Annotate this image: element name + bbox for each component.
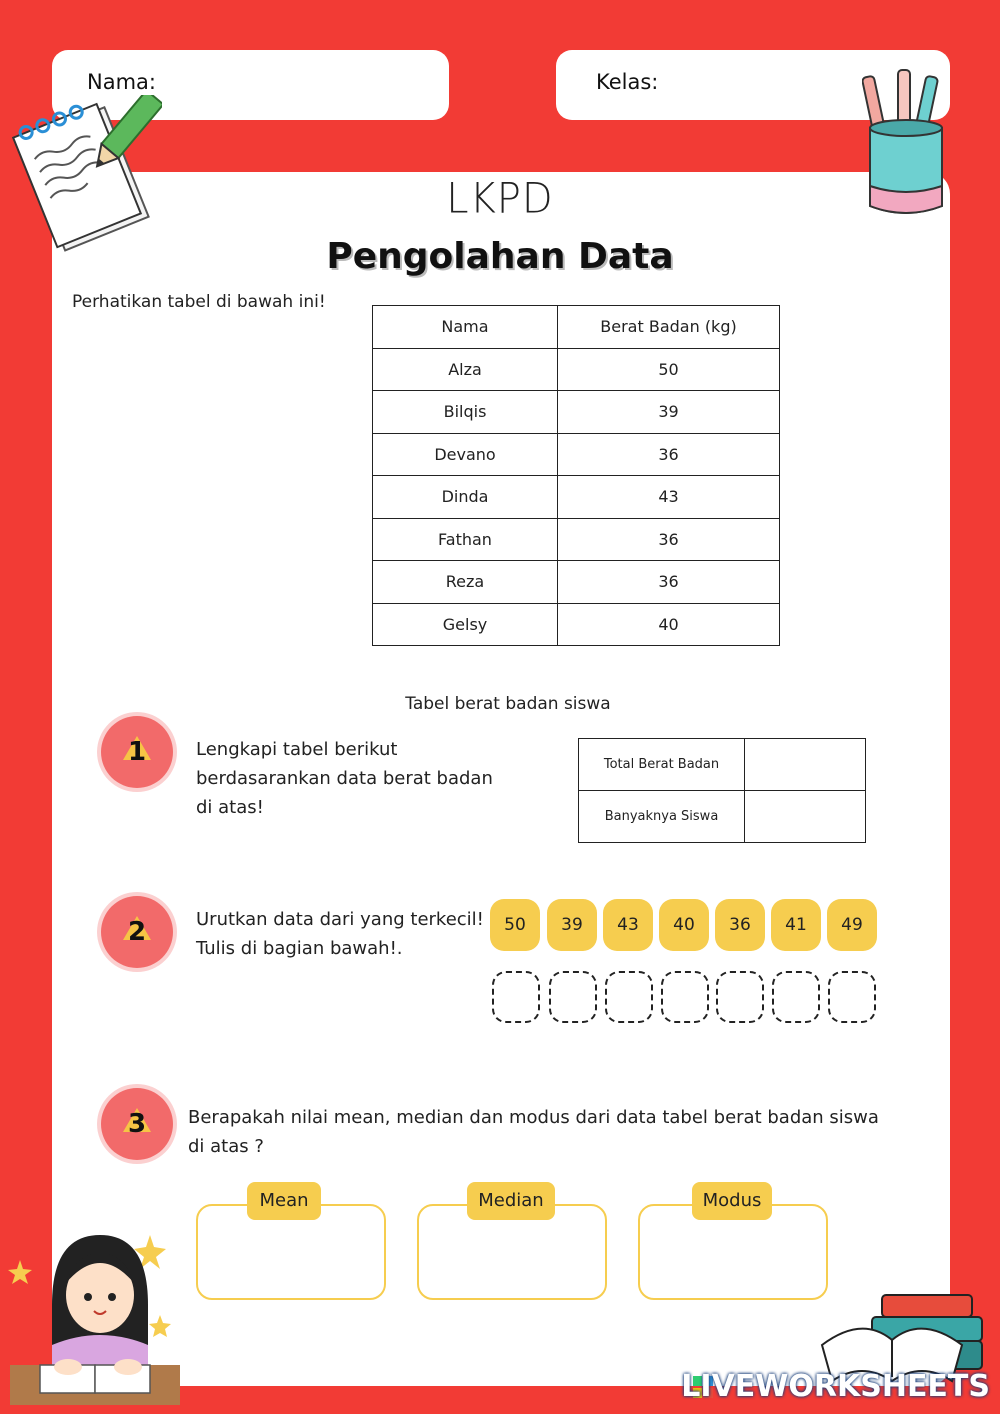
q3-line: di atas ? — [188, 1136, 264, 1157]
value-chip[interactable]: 50 — [490, 899, 540, 951]
student-illustration-icon — [0, 1215, 190, 1405]
value-chip[interactable]: 41 — [771, 899, 821, 951]
value-chip[interactable]: 40 — [659, 899, 709, 951]
table-row — [373, 348, 780, 391]
cell-weight: 36 — [558, 561, 780, 604]
cell-weight: 36 — [558, 518, 780, 561]
q2-line: Urutkan data dari yang terkecil! — [196, 909, 484, 930]
cell-name: Dinda — [373, 476, 558, 519]
total-weight-input[interactable] — [745, 739, 866, 791]
drop-slot[interactable] — [605, 971, 653, 1023]
table-row — [373, 391, 780, 434]
value-chip[interactable]: 36 — [715, 899, 765, 951]
table-row — [579, 739, 866, 791]
value-chip[interactable]: 49 — [827, 899, 877, 951]
cell-weight: 40 — [558, 603, 780, 646]
drop-slot[interactable] — [549, 971, 597, 1023]
cell-weight: 36 — [558, 433, 780, 476]
name-label: Nama: — [87, 70, 156, 94]
page-title: Pengolahan Data — [326, 236, 674, 277]
mean-label: Mean — [247, 1182, 321, 1220]
total-weight-label: Total Berat Badan — [579, 739, 745, 791]
question-2-badge — [101, 896, 173, 968]
question-3-text — [188, 1103, 879, 1161]
q2-line: Tulis di bagian bawah!. — [196, 938, 403, 959]
cell-name: Bilqis — [373, 391, 558, 434]
q1-line: di atas! — [196, 797, 264, 818]
table-row — [373, 476, 780, 519]
cell-name: Alza — [373, 348, 558, 391]
cell-weight: 39 — [558, 391, 780, 434]
table-row — [373, 603, 780, 646]
drop-slot[interactable] — [492, 971, 540, 1023]
header-name: Nama — [373, 306, 558, 349]
modus-label: Modus — [692, 1182, 772, 1220]
cell-name: Reza — [373, 561, 558, 604]
cell-name: Gelsy — [373, 603, 558, 646]
question-2-text — [196, 905, 484, 963]
drop-slot[interactable] — [716, 971, 764, 1023]
table-row — [579, 791, 866, 843]
class-label: Kelas: — [596, 70, 659, 94]
student-count-input[interactable] — [745, 791, 866, 843]
value-chip[interactable]: 43 — [603, 899, 653, 951]
drop-slot[interactable] — [828, 971, 876, 1023]
table-caption: Tabel berat badan siswa — [405, 694, 611, 714]
value-chip[interactable]: 39 — [547, 899, 597, 951]
drop-slot[interactable] — [772, 971, 820, 1023]
q3-line: Berapakah nilai mean, median dan modus dari data tabel berat badan siswa — [188, 1107, 879, 1128]
watermark: LIVEWORKSHEETS — [681, 1369, 990, 1404]
cell-weight: 50 — [558, 348, 780, 391]
cell-name: Fathan — [373, 518, 558, 561]
table-header-row — [373, 306, 780, 349]
question-3-badge — [101, 1088, 173, 1160]
student-count-label: Banyaknya Siswa — [579, 791, 745, 843]
question-number: 2 — [127, 917, 147, 947]
cell-weight: 43 — [558, 476, 780, 519]
intro-text: Perhatikan tabel di bawah ini! — [72, 292, 326, 312]
cell-name: Devano — [373, 433, 558, 476]
summary-table — [578, 738, 866, 843]
header-weight: Berat Badan (kg) — [558, 306, 780, 349]
table-row — [373, 433, 780, 476]
drop-slot[interactable] — [661, 971, 709, 1023]
question-1-text — [196, 735, 493, 822]
table-row — [373, 561, 780, 604]
question-number: 3 — [127, 1109, 147, 1139]
weight-table — [372, 305, 780, 646]
q1-line: Lengkapi tabel berikut — [196, 739, 398, 760]
question-number: 1 — [127, 737, 147, 767]
q1-line: berdasarankan data berat badan — [196, 768, 493, 789]
question-1-badge — [101, 716, 173, 788]
lkpd-title: LKPD — [446, 174, 554, 224]
median-label: Median — [467, 1182, 555, 1220]
table-row — [373, 518, 780, 561]
